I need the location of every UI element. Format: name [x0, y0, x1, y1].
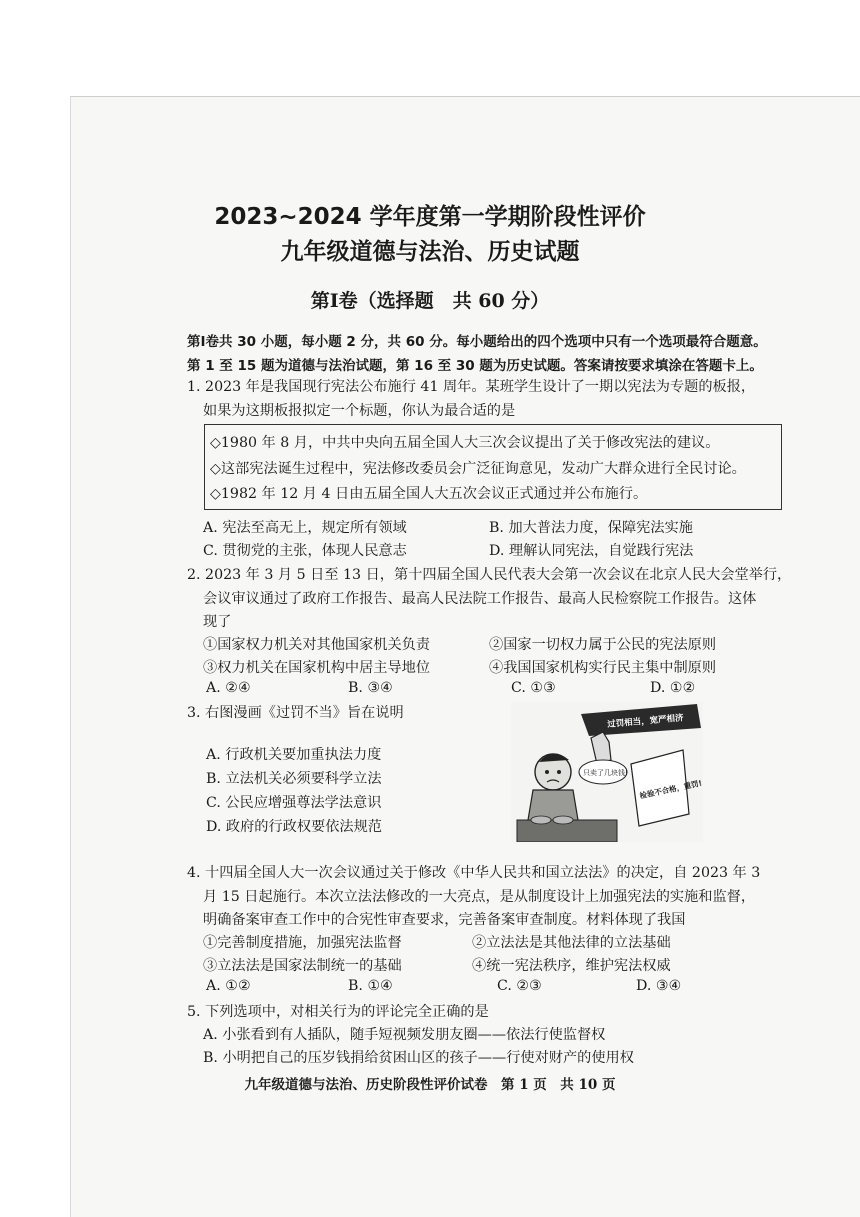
question-4-stem: 4. 十四届全国人大一次会议通过关于修改《中华人民共和国立法法》的决定，自 2023 年 3	[187, 865, 761, 881]
option-b: B. 立法机关必须要科学立法	[206, 771, 382, 787]
question-1-stem: 如果为这期板报拟定一个标题，你认为最合适的是	[203, 403, 516, 419]
option-b: B. ③④	[348, 680, 393, 696]
option-b: B. 加大普法力度，保障宪法实施	[489, 520, 693, 536]
statement-item: ③权力机关在国家机构中居主导地位	[203, 660, 431, 676]
exam-title: 2023~2024 学年度第一学期阶段性评价	[214, 204, 646, 230]
question-1-stem: 1. 2023 年是我国现行宪法公布施行 41 周年。某班学生设计了一期以宪法为专题的板报，	[187, 379, 756, 395]
material-line: ◇1980 年 8 月，中共中央向五届全国人大三次会议提出了关于修改宪法的建议。	[210, 435, 720, 451]
exam-subtitle: 九年级道德与法治、历史试题	[280, 239, 580, 265]
option-c: C. 公民应增强尊法学法意识	[206, 795, 382, 811]
question-5-stem: 5. 下列选项中，对相关行为的评论完全正确的是	[187, 1004, 489, 1020]
instruction-line: 第Ⅰ卷共 30 小题，每小题 2 分，共 60 分。每小题给出的四个选项中只有一个选项最符合题意。	[187, 334, 767, 350]
cartoon-bubble-text: 只卖了几块钱!	[583, 769, 628, 777]
question-3-stem: 3. 右图漫画《过罚不当》旨在说明	[187, 705, 404, 721]
page-footer: 九年级道德与法治、历史阶段性评价试卷 第 1 页 共 10 页	[244, 1077, 616, 1093]
question-2-stem: 现了	[203, 614, 232, 630]
statement-item: ③立法法是国家法制统一的基础	[203, 958, 402, 974]
cartoon-drawing	[511, 702, 703, 842]
question-4-stem: 月 15 日起施行。本次立法法修改的一大亮点，是从制度设计上加强宪法的实施和监督，	[203, 889, 756, 905]
cartoon-paper-text: 检验不合格，重罚!	[638, 778, 703, 801]
option-d: D. ③④	[636, 978, 682, 994]
statement-item: ①完善制度措施，加强宪法监督	[203, 935, 402, 951]
question-4-stem: 明确备案审查工作中的合宪性审查要求，完善备案审查制度。材料体现了我国	[203, 912, 686, 928]
statement-item: ②立法法是其他法律的立法基础	[472, 935, 671, 951]
section-title: 第Ⅰ卷（选择题 共 60 分）	[310, 290, 550, 312]
option-c: C. ①③	[511, 680, 556, 696]
option-b: B. ①④	[348, 978, 393, 994]
option-b: B. 小明把自己的压岁钱捐给贫困山区的孩子——行使对财产的使用权	[203, 1050, 634, 1066]
option-a: A. 宪法至高无上，规定所有领域	[203, 520, 407, 536]
statement-item: ②国家一切权力属于公民的宪法原则	[489, 637, 717, 653]
statement-item: ①国家权力机关对其他国家机关负责	[203, 637, 431, 653]
option-d: D. 理解认同宪法，自觉践行宪法	[489, 543, 694, 559]
cartoon-illustration	[511, 702, 703, 842]
material-line: ◇1982 年 12 月 4 日由五届全国人大五次会议正式通过并公布施行。	[210, 486, 648, 502]
option-a: A. ②④	[206, 680, 251, 696]
option-d: D. 政府的行政权要依法规范	[206, 819, 382, 835]
material-line: ◇这部宪法诞生过程中，宪法修改委员会广泛征询意见，发动广大群众进行全民讨论。	[210, 461, 746, 477]
option-a: A. 行政机关要加重执法力度	[206, 747, 382, 763]
option-c: C. ②③	[497, 978, 542, 994]
cartoon-banner-text: 过罚相当，宽严相济	[606, 713, 684, 730]
instruction-line: 第 1 至 15 题为道德与法治试题，第 16 至 30 题为历史试题。答案请按要求填涂在答题卡上。	[187, 358, 763, 374]
question-2-stem: 2. 2023 年 3 月 5 日至 13 日，第十四届全国人民代表大会第一次会议在北京人民大会堂举行，	[187, 567, 792, 583]
option-a: A. ①②	[206, 978, 251, 994]
statement-item: ④统一宪法秩序，维护宪法权威	[472, 958, 671, 974]
question-2-stem: 会议审议通过了政府工作报告、最高人民法院工作报告、最高人民检察院工作报告。这体	[203, 591, 757, 607]
statement-item: ④我国国家机构实行民主集中制原则	[489, 660, 717, 676]
option-d: D. ①②	[650, 680, 696, 696]
option-c: C. 贯彻党的主张，体现人民意志	[203, 543, 407, 559]
option-a: A. 小张看到有人插队，随手短视频发朋友圈——依法行使监督权	[203, 1027, 606, 1043]
